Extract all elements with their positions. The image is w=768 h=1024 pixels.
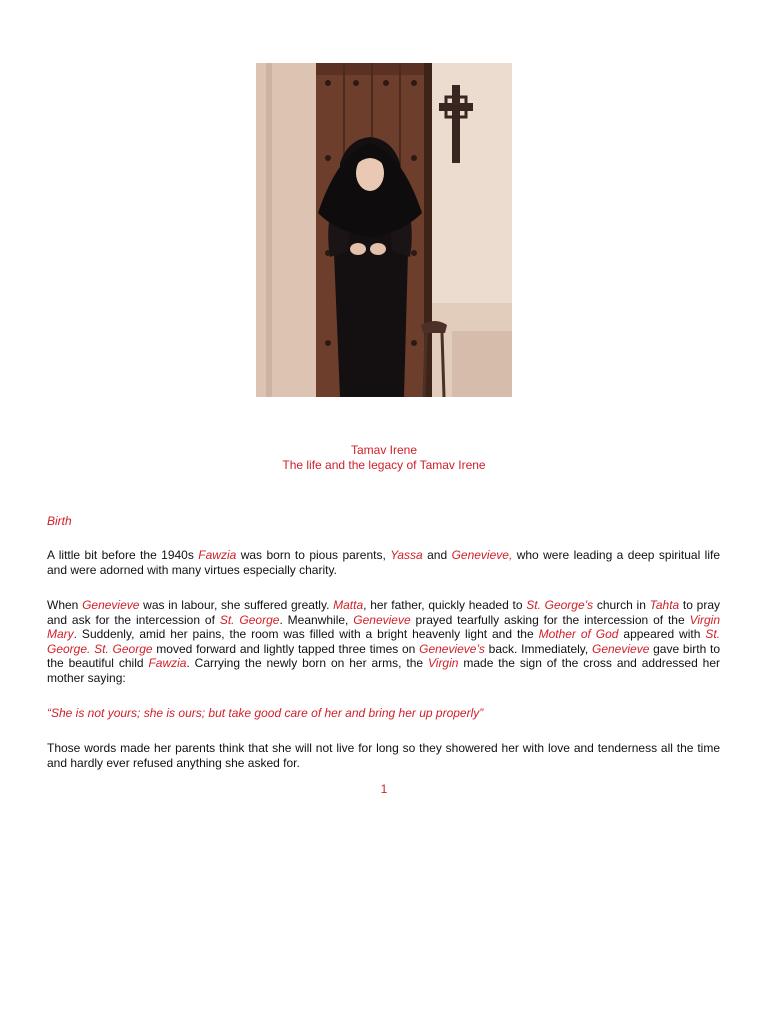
nun-photo xyxy=(256,63,512,397)
name-highlight: Yassa xyxy=(390,548,423,562)
text-run: moved forward and lightly tapped three times on xyxy=(152,641,420,656)
text-run: back. Immediately, xyxy=(484,641,592,656)
title-line-2: The life and the legacy of Tamav Irene xyxy=(282,458,486,472)
name-highlight: Genevieve, xyxy=(451,548,513,562)
name-highlight: St. George’s xyxy=(526,598,594,612)
name-highlight: Fawzia xyxy=(198,548,237,562)
text-run: was born to pious parents, xyxy=(236,548,391,562)
name-highlight: Genevieve xyxy=(82,598,140,612)
name-highlight: St. George. St. George xyxy=(47,627,720,656)
text-run: gave birth to the beautiful child xyxy=(47,641,720,670)
text-run: church in xyxy=(593,598,650,612)
nun-at-wooden-door-photo-icon xyxy=(256,63,512,397)
paragraph-1 xyxy=(47,548,720,577)
text-run: appeared with xyxy=(618,627,706,641)
name-highlight: Tahta xyxy=(649,598,680,612)
text-run: . Carrying the newly born on her arms, the xyxy=(186,656,428,670)
section-heading: Birth xyxy=(47,514,72,528)
name-highlight: Mother of God xyxy=(538,627,619,641)
text-run: made the sign of the cross and addressed her mother saying: xyxy=(47,656,721,685)
text-run: When xyxy=(47,598,83,612)
text-run: and xyxy=(422,548,452,562)
text-run: . Suddenly, amid her pains, the room was filled with a bright heavenly light and the xyxy=(73,627,539,641)
paragraph-2 xyxy=(47,598,720,685)
name-highlight: St. George xyxy=(219,612,280,627)
text-run: . Meanwhile, xyxy=(279,612,354,627)
page-number: 1 xyxy=(380,782,388,796)
text-run: A little bit before the 1940s xyxy=(47,548,199,562)
text-run: to pray and ask for the intercession of xyxy=(47,598,721,627)
text-run: was in labour, she suffered greatly. xyxy=(139,598,334,612)
title-line-1: Tamav Irene xyxy=(350,443,418,457)
text-run: Those words made her parents think that she will not live for long so they showered her with love and tenderness all the time and hardly ever refused anything she asked for. xyxy=(47,741,720,770)
paragraph-3 xyxy=(47,741,720,770)
name-highlight: Fawzia xyxy=(148,656,187,670)
document-title xyxy=(0,443,768,473)
virgin-quote: “She is not yours; she is ours; but take good care of her and bring her up properly” xyxy=(47,706,484,720)
name-highlight: Virgin xyxy=(427,656,459,670)
name-highlight: Genevieve xyxy=(592,641,650,656)
text-run: who were leading a deep spiritual life and were adorned with many virtues especially charity. xyxy=(47,548,721,577)
name-highlight: Matta xyxy=(333,598,364,612)
name-highlight: Genevieve xyxy=(353,612,411,627)
text-run: , her father, quickly headed to xyxy=(363,598,527,612)
name-highlight: Virgin Mary xyxy=(47,612,721,641)
text-run: prayed tearfully asking for the intercession of the xyxy=(410,612,690,627)
name-highlight: Genevieve’s xyxy=(419,641,485,656)
